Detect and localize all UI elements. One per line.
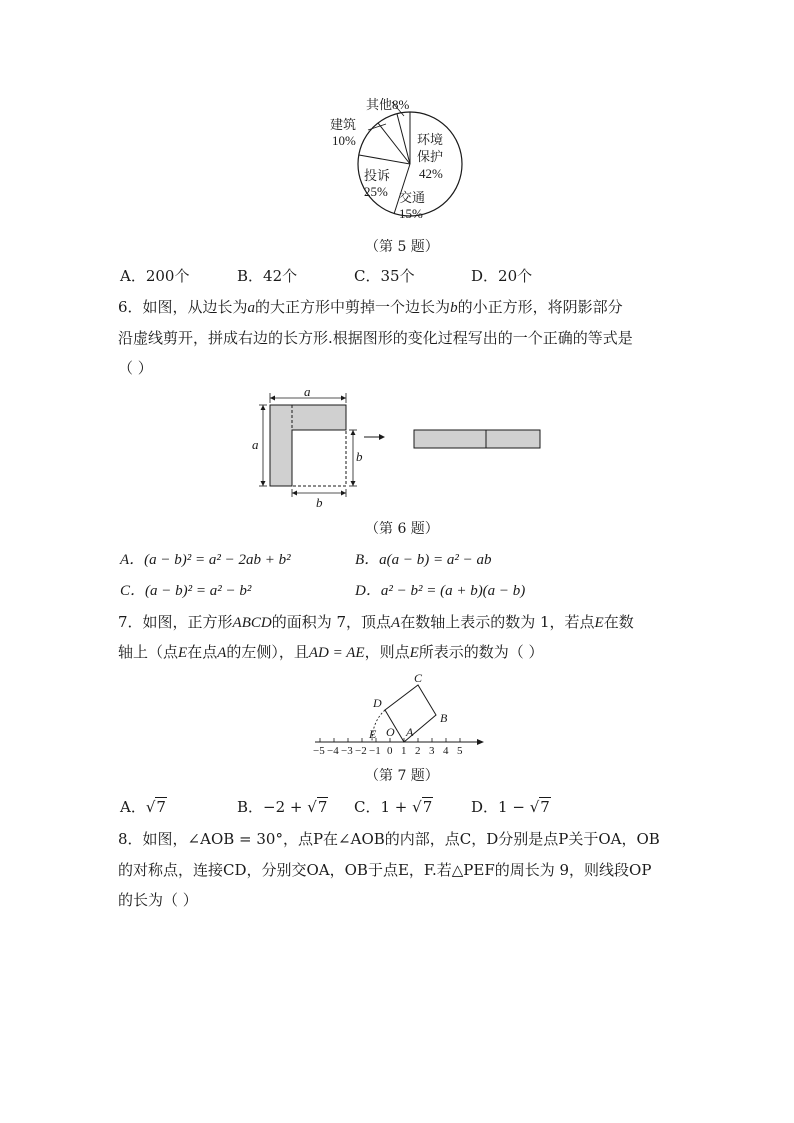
q7-label-B: B (440, 711, 448, 725)
q8-line-2: 的对称点，连接CD，分别交OA，OB于点E，F.若△PEF的周长为 9，则线段OP (118, 861, 652, 879)
q5-option-b: B．42个 (237, 267, 298, 285)
q7-tick: 1 (401, 745, 407, 757)
q6-line-2: 沿虚线剪开，拼成右边的长方形.根据图形的变化过程写出的一个正确的等式是 (118, 329, 633, 347)
q6-line-1: 6．如图，从边长为a的大正方形中剪掉一个边长为b的小正方形，将阴影部分 (118, 298, 623, 316)
q6-option-d: D．a² − b² = (a + b)(a − b) (355, 583, 526, 599)
q7-option-b: B．−2 + √7 (237, 798, 328, 816)
q8-line-3: 的长为（ ） (118, 891, 198, 909)
q6-label-b-bottom: b (316, 495, 323, 510)
q7-tick: 4 (443, 745, 449, 757)
q7-tick: −3 (341, 745, 353, 757)
q6-option-b: B．a(a − b) = a² − ab (355, 552, 492, 568)
pie-label-env-2: 保护 (417, 149, 444, 164)
q7-label-E: E (369, 727, 377, 741)
q7-tick: 0 (387, 745, 393, 757)
pie-label-env-3: 42% (419, 166, 443, 181)
q7-tick: 2 (415, 745, 421, 757)
q6-var-b: b (450, 300, 458, 316)
q7-tick: −4 (327, 745, 339, 757)
q6-var-a: a (247, 300, 256, 316)
pie-label-build-2: 10% (332, 133, 356, 148)
sqrt-sign: √7 (412, 798, 433, 816)
q7-tick: −1 (369, 745, 381, 757)
pie-label-other: 其他8% (366, 97, 410, 112)
q7-tick: −2 (355, 745, 367, 757)
q7-label-A: A (406, 725, 414, 739)
q7-label-O: O (386, 725, 395, 739)
q5-option-d: D．20个 (471, 267, 533, 285)
q6-line-3: （ ） (118, 359, 153, 377)
q6-option-a: A．(a − b)² = a² − 2ab + b² (120, 552, 291, 568)
q5-option-a: A．200个 (120, 267, 190, 285)
q7-tick: 3 (429, 745, 435, 757)
sqrt-sign: √7 (145, 798, 166, 816)
q5-caption: （第 5 题） (365, 239, 439, 255)
q7-figure (310, 670, 490, 760)
q7-label-D: D (373, 696, 382, 710)
q6-figure (245, 385, 550, 510)
q5-option-c: C．35个 (354, 267, 415, 285)
q6-caption: （第 6 题） (365, 521, 439, 537)
q7-tick: −5 (313, 745, 325, 757)
q7-option-c: C．1 + √7 (354, 798, 433, 816)
pie-label-traffic-2: 15% (399, 206, 423, 221)
q6-option-c: C．(a − b)² = a² − b² (120, 583, 252, 599)
q7-line-2: 轴上（点E在点A的左侧），且AD = AE，则点E所表示的数为（ ） (118, 643, 544, 661)
pie-label-env-1: 环境 (417, 132, 444, 147)
pie-label-traffic-1: 交通 (399, 190, 426, 205)
q7-option-a: A．√7 (120, 798, 166, 816)
q8-line-1: 8．如图，∠AOB = 30°，点P在∠AOB的内部，点C，D分别是点P关于OA，OB (118, 830, 660, 848)
pie-label-complain-1: 投诉 (364, 168, 391, 183)
q7-label-C: C (414, 671, 423, 685)
q7-caption: （第 7 题） (365, 768, 439, 784)
q7-tick: 5 (457, 745, 463, 757)
pie-label-build-1: 建筑 (330, 117, 357, 132)
q6-label-a-top: a (304, 385, 311, 399)
q7-line-1: 7．如图，正方形ABCD的面积为 7，顶点A在数轴上表示的数为 1，若点E在数 (118, 613, 634, 631)
sqrt-sign: √7 (529, 798, 550, 816)
q6-label-b-right: b (356, 449, 363, 464)
q7-option-d: D．1 − √7 (471, 798, 550, 816)
q6-label-a-left: a (252, 437, 259, 452)
pie-label-complain-2: 25% (364, 184, 388, 199)
sqrt-sign: √7 (307, 798, 328, 816)
q5-pie-chart (320, 92, 480, 227)
